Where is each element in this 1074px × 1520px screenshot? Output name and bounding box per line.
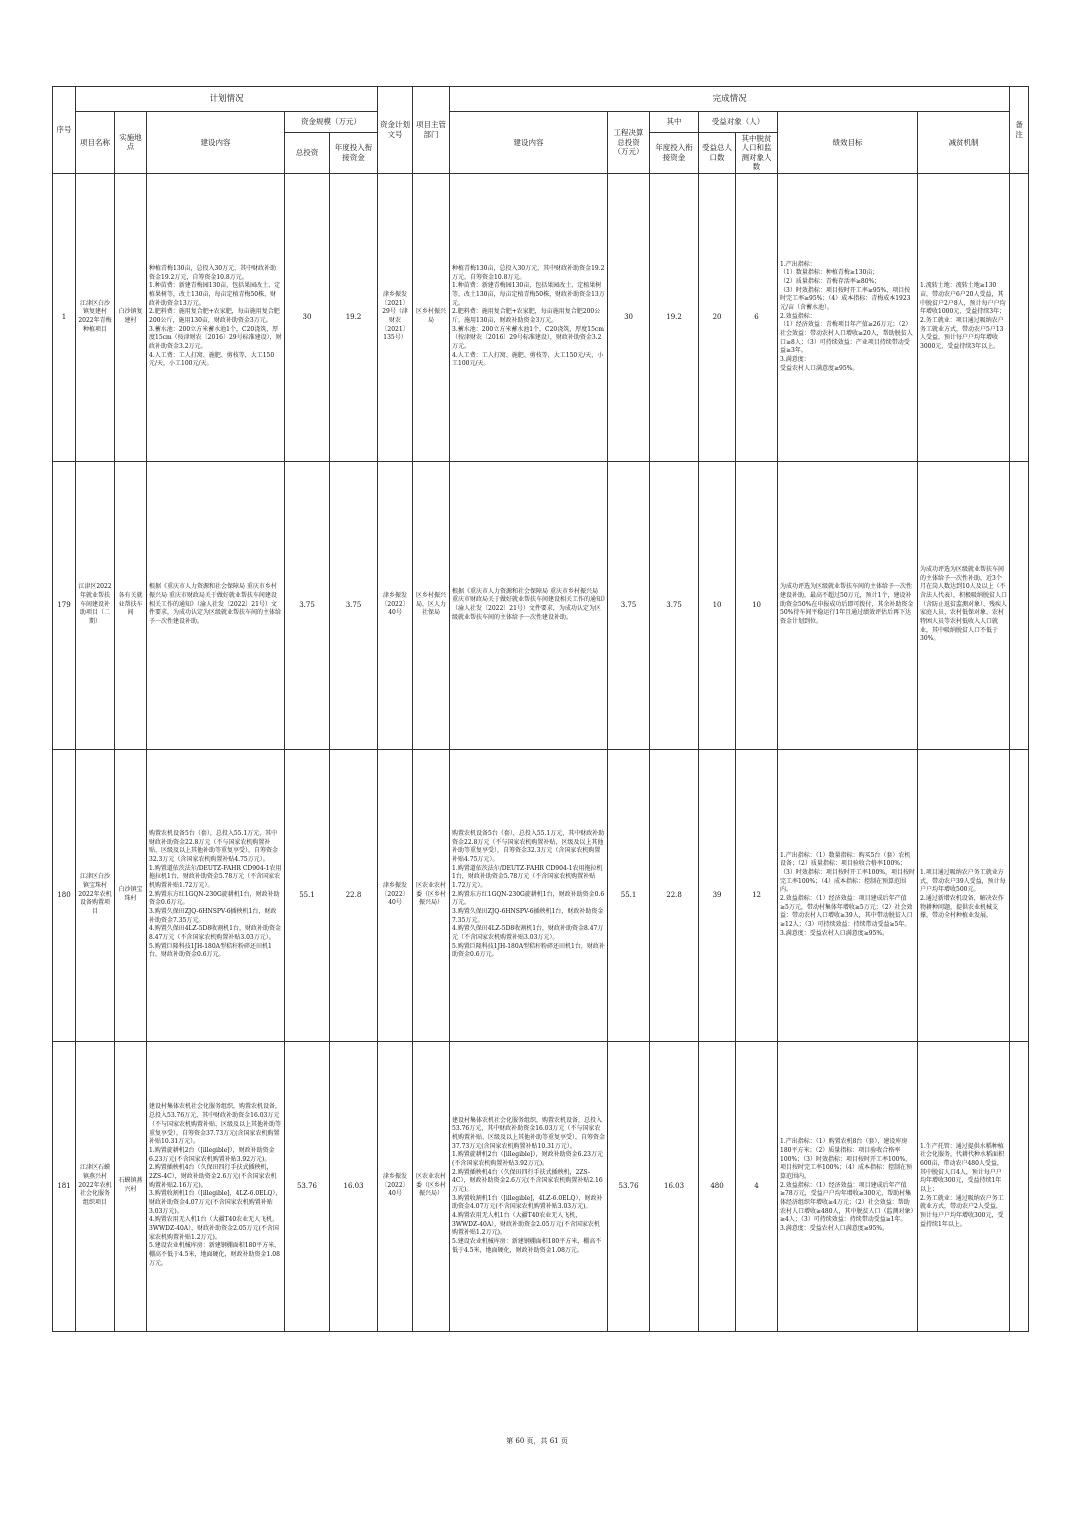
row-remark xyxy=(1010,173,1029,461)
header-annual-fund: 年度投入衔接资金 xyxy=(330,133,378,174)
row-settlement: 53.76 xyxy=(608,1041,650,1331)
header-total-invest: 总投资 xyxy=(285,133,330,174)
row-done-annual: 16.03 xyxy=(650,1041,699,1331)
row-location: 白沙镇宝珠村 xyxy=(115,749,147,1041)
header-remark: 备注 xyxy=(1010,87,1029,174)
row-project-name: 江津区白沙镇复建村2022年青梅种植项目 xyxy=(76,173,115,461)
table-row xyxy=(53,173,1029,461)
row-done-content: 种植青梅130亩，总投入30万元，其中财政补助资金19.2万元，自筹资金10.8万元。 1.种苗费：新建青梅园130亩，包括果园改土、定植果树等，改土130亩，每亩定植青梅50株，财政补助资金13万元。 2.肥料费：施用复合肥+农家肥，每亩施用复合肥200公斤，施用130亩，财政补助资金3万元。 3.蓄水池：200立方米蓄水池1个，C20浇筑，厚度15cm（按津财农〔2016〕29号标准建设），财政补助资金3.2万元。 4.人工费：工人打窝、施肥、剪枝等，大工150元/天，小工100元/天。 xyxy=(450,173,608,461)
row-location: 各有关就业帮扶车间 xyxy=(115,461,147,749)
row-seq: 179 xyxy=(53,461,76,749)
row-done-content: 根据《重庆市人力资源和社会保障局 重庆市乡村振兴局 重庆市财政局关于做好就业帮扶车间建设相关工作的通知》（渝人社发〔2022〕21号）文件要求，为成功认定为区级就业帮扶车间的主体给予一次性建设补助。 xyxy=(450,461,608,749)
row-benef-total: 480 xyxy=(699,1041,736,1331)
row-total-invest: 53.76 xyxy=(285,1041,330,1331)
header-settlement: 工程决算总投资（万元） xyxy=(608,112,650,174)
row-benef-total: 20 xyxy=(699,173,736,461)
table-row xyxy=(53,749,1029,1041)
row-location: 白沙镇复建村 xyxy=(115,173,147,461)
row-annual-fund: 19.2 xyxy=(330,173,378,461)
header-done-content: 建设内容 xyxy=(450,112,608,174)
row-benef-total: 39 xyxy=(699,749,736,1041)
header-plan-group: 计划情况 xyxy=(76,87,378,112)
header-location: 实施地点 xyxy=(115,112,147,174)
row-done-content: 购置农机设备5台（套），总投入55.1万元，其中财政补助资金22.8万元（不与国家农机购置补贴、区级及以上其他补助等重复享受），自筹资金32.3万元（含国家农机购置补贴4.75万元）。 1.购置道依茨法尔/DEUTZ-FAHR CD904-1农用拖拉机1台，财政补助资金5.78万元（不含国家农机购置补贴1.72万元）。 2.购置东方红1GQN-230G旋耕机1台，财政补助资金0.6万元。 3.购置久保田ZJQ-6HNSPV-6插秧机1台，财政补助资金7.35万元。 4.购置久保田4LZ-5D8收割机1台，财政补助资金8.47万元（不含国家农机购置补贴3.03万元）。 5.购置巨隆科技1JH-180A型秸秆粉碎还田机1台，财政补助资金0.6万元。 xyxy=(450,749,608,1041)
row-benef-poor: 4 xyxy=(736,1041,778,1331)
row-annual-fund: 16.03 xyxy=(330,1041,378,1331)
row-content: 建设村集体农机社会化服务组织，购置农机设备，总投入53.76万元，其中财政补助资金16.03万元（不与国家农机购置补贴、区级及以上其他补助等重复享受），自筹资金37.73万元(含国家农机购置补贴10.31万元）。 1.购置旋耕机2台（[illegible]），财政补助资金6.23万元(不含国家农机购置补贴3.92万元)。 2.购置插秧机4台（久保田四行手扶式插秧机，2ZS-4C），财政补助资金2.6万元(不含国家农机购置补贴2.16万元)。 3.购置收割机1台（[illegible]，4LZ-6.0ELQ），财政补助资金4.07万元(不含国家农机购置补贴3.03万元)。 4.购置农用无人机1台（大疆T40农业无人飞机，3WWDZ-40A），财政补助资金2.05万元(不含国家农机购置补贴1.2万元)。 5.建设农业机械库房：新建钢棚面积180平方米，棚高不低于4.5米，地面硬化，财政补助资金1.08万元。 xyxy=(147,1041,285,1331)
row-total-invest: 30 xyxy=(285,173,330,461)
header-among: 其中 xyxy=(650,112,699,133)
document-page xyxy=(52,86,1028,1332)
header-project-name: 项目名称 xyxy=(76,112,115,174)
row-mechanism: 1.生产托管：通过提供水稻种植社会化服务，代耕代种水稻面积600亩，带动农户480人受益，其中脱贫人口4人，预计每户户均年增收300元，受益持续1年以上； 2.务工就业：通过吸纳农户务工就业方式，带动农户2人受益，预计每户户均年增收300元，受益持续1年以上。 xyxy=(918,1041,1010,1331)
row-plan-doc: 津乡振发〔2022〕40号 xyxy=(378,461,413,749)
row-annual-fund: 22.8 xyxy=(330,749,378,1041)
header-content: 建设内容 xyxy=(147,112,285,174)
row-seq: 181 xyxy=(53,1041,76,1331)
row-dept: 区农业农村委（区乡村振兴局） xyxy=(413,1041,450,1331)
project-table xyxy=(52,86,1029,1332)
row-settlement: 55.1 xyxy=(608,749,650,1041)
row-done-content: 建设村集体农机社会化服务组织，购置农机设备，总投入53.76万元，其中财政补助资金16.03万元（不与国家农机购置补贴、区级及以上其他补助等重复享受），自筹资金37.73万元(含国家农机购置补贴10.31万元）。 1.购置旋耕机2台（[illegible]），财政补助资金6.23万元(不含国家农机购置补贴3.92万元)。 2.购置插秧机4台（久保田四行手扶式插秧机，2ZS-4C），财政补助资金2.6万元(不含国家农机购置补贴2.16万元)。 3.购置收割机1台（[illegible]，4LZ-6.0ELQ），财政补助资金4.07万元(不含国家农机购置补贴3.03万元)。 4.购置农用无人机1台（大疆T40农业无人飞机，3WWDZ-40A），财政补助资金2.05万元(不含国家农机购置补贴1.2万元)。 5.建设农业机械库房：新建钢棚面积180平方米，棚高不低于4.5米，地面硬化，财政补助资金1.08万元。 xyxy=(450,1041,608,1331)
row-done-annual: 19.2 xyxy=(650,173,699,461)
header-beneficiary: 受益对象（人） xyxy=(699,112,778,133)
row-plan-doc: 津乡振发〔2022〕40号 xyxy=(378,1041,413,1331)
row-remark xyxy=(1010,749,1029,1041)
page-number: 第 60 页，共 61 页 xyxy=(506,1437,568,1445)
row-benef-poor: 6 xyxy=(736,173,778,461)
row-total-invest: 55.1 xyxy=(285,749,330,1041)
row-perf-goal: 1.产出指标：（1）购置农机8台（套），建设库房180平方米；（2）质量指标：项目验收合格率100%；（3）时效指标：项目按时开工率100%，项目按时完工率100%；（4）成本指标：控制在预算范围内。 2.效益指标：（1）经济效益：项目建成后年产值≥78万元，受益户户均年增收≥300元，帮助村集体经济组织年增收≥4万元；（2）社会效益：帮助农村人口增收≥480人，其中脱贫人口（监测对象）≥4人；（3）可持续效益：持续带动受益≥1年。 3.满意度：受益农村人口满意度≥95%。 xyxy=(778,1041,918,1331)
row-mechanism: 1.流转土地：流转土地≥130亩，带动农户6户20人受益，其中脱贫户2户8人，预计每户户均年增收1000元，受益持续3年； 2.务工就业：项目通过吸纳农户务工就业方式，带动农户5户13人受益，预计每户户均年增收3000元，受益持续3年以上。 xyxy=(918,173,1010,461)
row-plan-doc: 津乡振发〔2022〕40号 xyxy=(378,749,413,1041)
row-location: 石蟆镇燕兴村 xyxy=(115,1041,147,1331)
table-row xyxy=(53,461,1029,749)
row-done-annual: 3.75 xyxy=(650,461,699,749)
row-benef-poor: 10 xyxy=(736,461,778,749)
header-complete-group: 完成情况 xyxy=(450,87,1010,112)
row-mechanism: 1.项目通过吸纳农户务工就业方式，带动农户39人受益，预计每户户均年增收500元。 2.通过新增农机设备，解决农作物耕种问题，提供农业机械支撑，带动全村种植业发展。 xyxy=(918,749,1010,1041)
header-done-annual: 年度投入衔接资金 xyxy=(650,133,699,174)
row-plan-doc: 津乡振发〔2021〕29号（津财农〔2021〕135号） xyxy=(378,173,413,461)
row-content: 种植青梅130亩，总投入30万元，其中财政补助资金19.2万元，自筹资金10.8万元。 1.种苗费：新建青梅园130亩，包括果园改土、定植果树等，改土130亩，每亩定植青梅50株，财政补助资金13万元。 2.肥料费：施用复合肥+农家肥，每亩施用复合肥200公斤，施用130亩，财政补助资金3万元。 3.蓄水池：200立方米蓄水池1个，C20浇筑，厚度15cm（按津财农〔2016〕29号标准建设），财政补助资金3.2万元。 4.人工费：工人打窝、施肥、剪枝等，大工150元/天，小工100元/天。 xyxy=(147,173,285,461)
header-fund-scale: 资金规模（万元） xyxy=(285,112,378,133)
row-settlement: 3.75 xyxy=(608,461,650,749)
row-total-invest: 3.75 xyxy=(285,461,330,749)
row-remark xyxy=(1010,1041,1029,1331)
row-dept: 区农业农村委（区乡村振兴局） xyxy=(413,749,450,1041)
header-perf-goal: 绩效目标 xyxy=(778,112,918,174)
row-settlement: 30 xyxy=(608,173,650,461)
header-dept: 项目主管部门 xyxy=(413,87,450,174)
header-benef-total: 受益总人口数 xyxy=(699,133,736,174)
row-mechanism: 为成功评选为区级就业帮扶车间的主体给予一次性补助，近3个月在岗人数达到10人及以上（不含法人代表），积极吸纳脱贫人口（含防止返贫监测对象）、残疾人家庭人员、农村低保对象、农村特困人员等农村低收入人口就业，其中吸纳脱贫人口不低于30%。 xyxy=(918,461,1010,749)
header-plan-doc: 资金计划文号 xyxy=(378,87,413,174)
row-content: 根据《重庆市人力资源和社会保障局 重庆市乡村振兴局 重庆市财政局关于做好就业帮扶车间建设相关工作的通知》（渝人社发〔2022〕21号）文件要求，为成功认定为区级就业帮扶车间的主体给予一次性建设补助。 xyxy=(147,461,285,749)
row-dept: 区乡村振兴局，区人力社保局 xyxy=(413,461,450,749)
row-perf-goal: 为成功评选为区级就业帮扶车间的主体给予一次性建设补助，最高不超过50万元，预计1个，建设补助资金50%在申报成功后即可拨付，其余补助资金50%待车间平稳运行1年且通过绩效评估后再下达资金计划到位。 xyxy=(778,461,918,749)
row-dept: 区乡村振兴局 xyxy=(413,173,450,461)
row-benef-poor: 12 xyxy=(736,749,778,1041)
row-project-name: 江津区石蟆镇燕兴村2022年农机社会化服务组织项目 xyxy=(76,1041,115,1331)
table-row xyxy=(53,1041,1029,1331)
row-benef-total: 10 xyxy=(699,461,736,749)
row-perf-goal: 1.产出指标： （1）数量指标：种植青梅≥130亩； （2）质量指标：青梅存活率≥80%； （3）时效指标：项目按时开工率≥95%，项目按时完工率≥95%；（4）成本指标：青梅成本1923元/亩（含蓄水池）。 2.效益指标： （1）经济效益：青梅项目年产值≥26万元；（2）社会效益：带动农村人口增收≥20人，帮助脱贫人口≥8人；（3）可持续效益：产业项目持续带动受益≥3年。 3.满意度： 受益农村人口满意度≥95%。 xyxy=(778,173,918,461)
row-done-annual: 22.8 xyxy=(650,749,699,1041)
row-project-name: 江津区2022年就业帮扶车间建设补助项目（二期） xyxy=(76,461,115,749)
row-remark xyxy=(1010,461,1029,749)
row-content: 购置农机设备5台（套），总投入55.1万元，其中财政补助资金22.8万元（不与国家农机购置补贴、区级及以上其他补助等重复享受），自筹资金32.3万元（含国家农机购置补贴4.75万元）。 1.购置道依茨法尔/DEUTZ-FAHR CD904-1农用拖拉机1台，财政补助资金5.78万元（不含国家农机购置补贴1.72万元）。 2.购置东方红1GQN-230G旋耕机1台，财政补助资金0.6万元。 3.购置久保田ZJQ-6HNSPV-6插秧机1台，财政补助资金7.35万元。 4.购置久保田4LZ-5D8收割机1台，财政补助资金8.47万元（不含国家农机购置补贴3.03万元）。 5.购置巨隆科技1JH-180A型秸秆粉碎还田机1台，财政补助资金0.6万元。 xyxy=(147,749,285,1041)
header-mechanism: 减贫机制 xyxy=(918,112,1010,174)
row-seq: 1 xyxy=(53,173,76,461)
row-seq: 180 xyxy=(53,749,76,1041)
header-benef-poor: 其中脱贫人口和监测对象人数 xyxy=(736,133,778,174)
row-project-name: 江津区白沙镇宝珠村2022年农机设备购置项目 xyxy=(76,749,115,1041)
row-perf-goal: 1.产出指标：（1）数量指标：购买5台（套）农机设备；（2）质量指标：项目验收合格率100%；（3）时效指标：项目按时开工率100%，项目按时完工率100%；（4）成本指标：控制在预算范围内。 2.效益指标：（1）经济效益：项目建成后年产值≥5万元，带动村集体年增收≥5万元；（2）社会效益：带动农村人口增收≥39人，其中带动脱贫人口≥12人；（3）可持续效益：持续带动受益≥5年。 3.满意度：受益农村人口满意度≥95%。 xyxy=(778,749,918,1041)
header-seq: 序号 xyxy=(53,87,76,174)
row-annual-fund: 3.75 xyxy=(330,461,378,749)
